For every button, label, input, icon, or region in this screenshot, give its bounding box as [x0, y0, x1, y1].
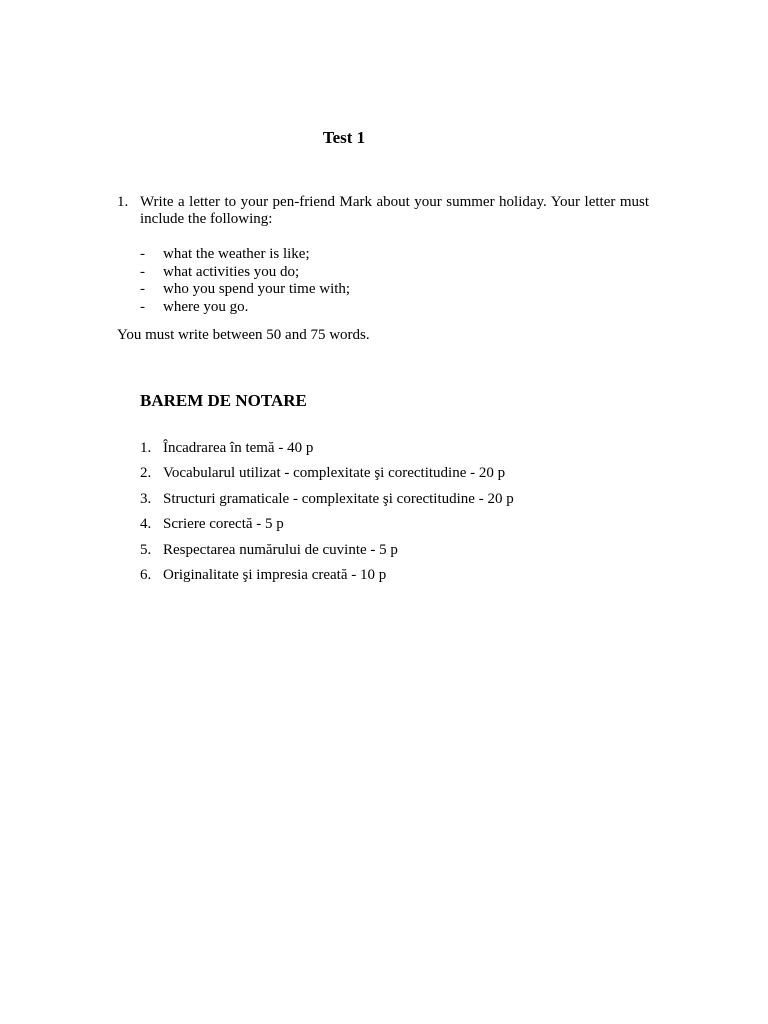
task-section	[117, 194, 649, 344]
dash-bullet: -	[140, 263, 145, 280]
dash-bullet: -	[140, 281, 145, 297]
rubric-title: BAREM DE NOTARE	[140, 391, 307, 410]
rubric-list	[140, 440, 514, 592]
list-item-text: what activities you do;	[163, 263, 300, 280]
rubric-item	[140, 465, 514, 490]
rubric-item-text: Scriere corectă - 5 p	[163, 516, 284, 533]
rubric-item-text: Originalitate şi impresia creată - 10 p	[163, 566, 387, 583]
list-item	[140, 299, 649, 317]
list-item-text: what the weather is like;	[163, 246, 310, 262]
rubric-item-number: 4.	[140, 516, 152, 533]
task-item	[117, 194, 649, 228]
rubric-item	[140, 516, 514, 541]
rubric-item-number: 3.	[140, 490, 152, 507]
list-item	[140, 281, 649, 299]
rubric-item-number: 5.	[140, 541, 152, 558]
rubric-item-text: Vocabularul utilizat - complexitate şi corectitudine - 20 p	[163, 465, 506, 482]
rubric-item-text: Structuri gramaticale - complexitate şi corectitudine - 20 p	[163, 490, 514, 507]
rubric-item-number: 2.	[140, 465, 152, 482]
word-count-note: You must write between 50 and 75 words.	[117, 327, 370, 343]
dash-bullet: -	[140, 246, 145, 262]
task-number: 1.	[117, 194, 129, 210]
task-requirements-list	[140, 246, 649, 316]
rubric-item	[140, 440, 514, 465]
list-item	[140, 246, 649, 264]
list-item-text: who you spend your time with;	[163, 281, 351, 297]
rubric-item	[140, 542, 514, 567]
page-title: Test 1	[322, 128, 366, 147]
rubric-item	[140, 491, 514, 516]
rubric-item-text: Respectarea numărului de cuvinte - 5 p	[163, 541, 398, 558]
task-text: Write a letter to your pen-friend Mark about your summer holiday. Your letter must include the following:	[140, 194, 649, 227]
list-item	[140, 264, 649, 282]
rubric-item-number: 6.	[140, 566, 152, 583]
rubric-item-number: 1.	[140, 440, 152, 456]
list-item-text: where you go.	[163, 298, 249, 315]
rubric-item	[140, 567, 514, 592]
dash-bullet: -	[140, 298, 145, 315]
rubric-item-text: Încadrarea în temă - 40 p	[163, 440, 314, 456]
